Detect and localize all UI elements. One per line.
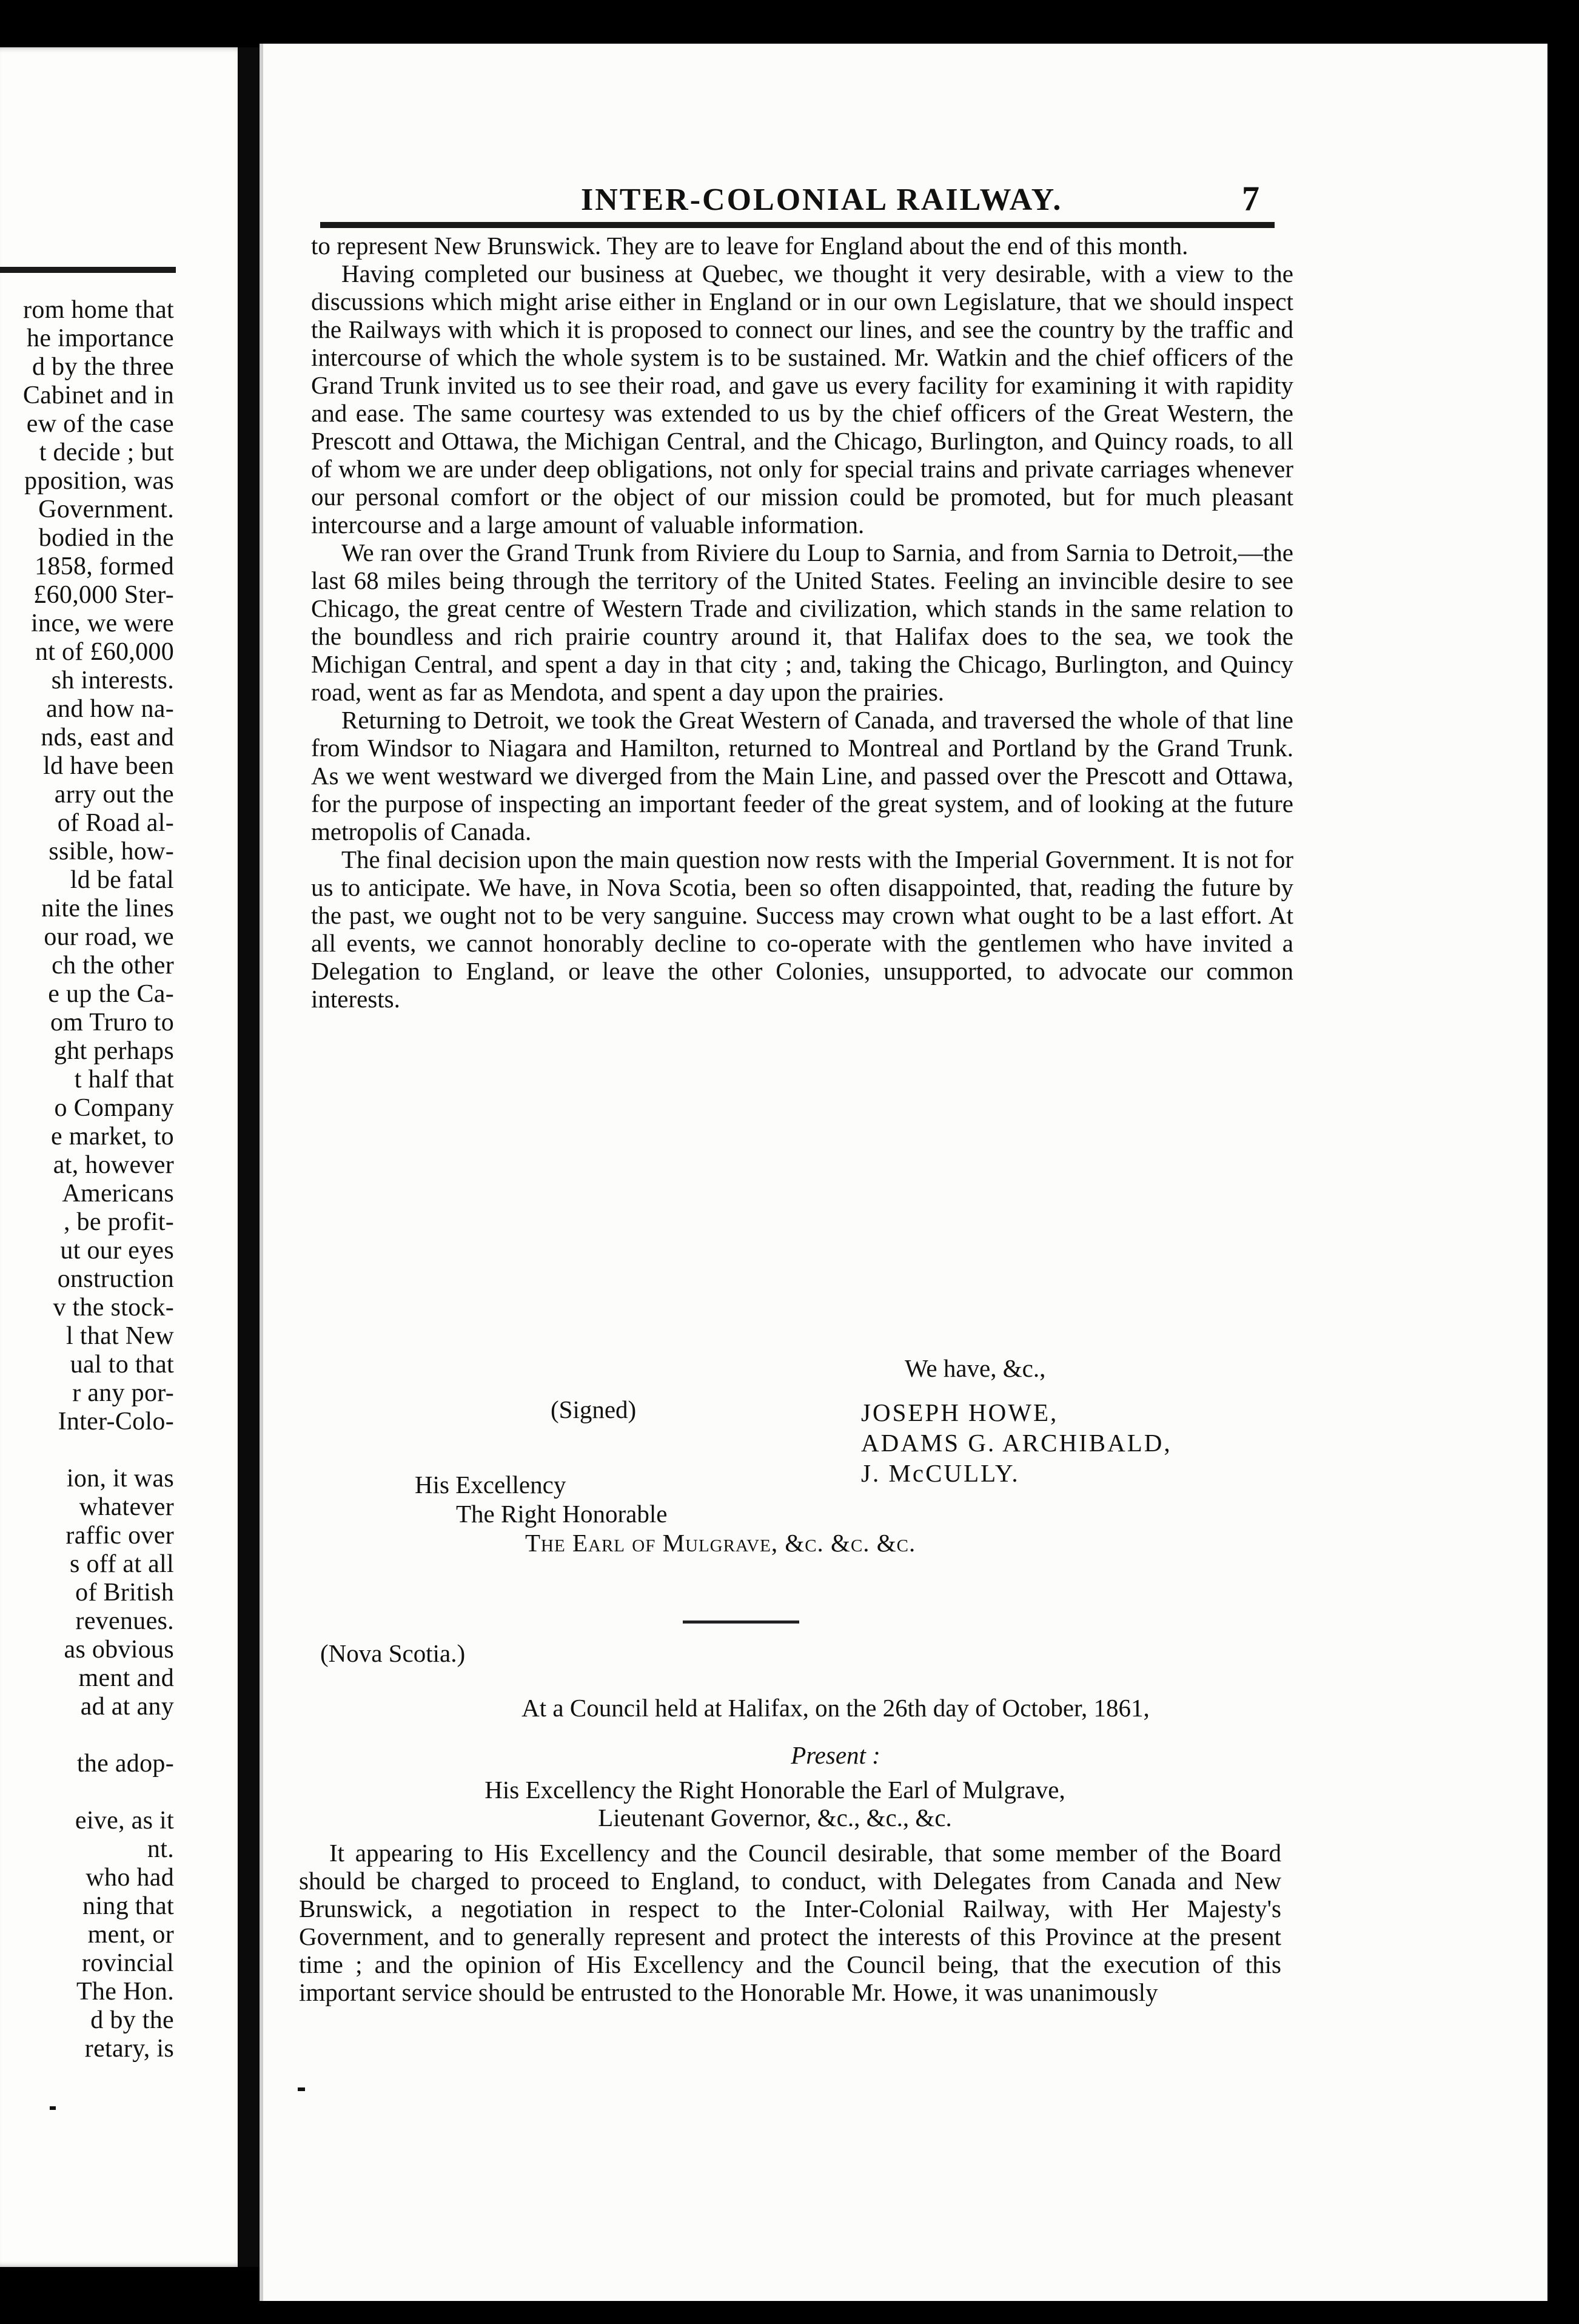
present-line: Lieutenant Governor, &c., &c., &c.	[598, 1804, 952, 1832]
previous-page-line: ment and	[78, 1664, 174, 1692]
present-names	[320, 1776, 1230, 1832]
previous-page-line: who had	[85, 1864, 174, 1892]
previous-page-line: ght perhaps	[53, 1037, 174, 1065]
paragraph: The final decision upon the main question now rests with the Imperial Government. It is not for us to anticipate. We have, in Nova Scotia, been so often disappointed, that, reading the future by the past, we ought not to be very sanguine. Success may crown what ought to be a last effort. At all events, we cannot honorably decline to co-operate with the gentlemen who have invited a Delegation to England, or leave the other Colonies, unsupported, to advocate our common interests.	[311, 845, 1293, 1013]
previous-page-line: ual to that	[70, 1351, 174, 1379]
signatory: JOSEPH HOWE,	[861, 1399, 1059, 1426]
addressee	[415, 1470, 916, 1557]
previous-page-line: t half that	[74, 1066, 174, 1093]
previous-page-line: ch the other	[52, 952, 174, 979]
page-edge	[260, 44, 263, 2301]
previous-page-line: and how na-	[46, 695, 174, 723]
previous-page-line: eive, as it	[75, 1807, 174, 1835]
previous-page-line: o Company	[54, 1094, 174, 1122]
previous-page-line: 1858, formed	[35, 552, 174, 580]
previous-page-line: sh interests.	[51, 667, 174, 694]
previous-page-line: rovincial	[82, 1949, 174, 1977]
previous-page-line	[23, 1721, 174, 1750]
previous-page-line: ld be fatal	[70, 866, 174, 894]
closing: We have, &c.,	[905, 1354, 1046, 1382]
paragraph: to represent New Brunswick. They are to leave for England about the end of this month.	[311, 232, 1188, 260]
page-mark	[298, 2087, 305, 2091]
previous-page-line: s off at all	[70, 1550, 174, 1578]
previous-page-line: ld have been	[43, 752, 174, 780]
previous-page-line: as obvious	[64, 1636, 174, 1664]
paragraph: Having completed our business at Quebec, we thought it very desirable, with a view to the discussions which might arise either in England or in our own Legislature, that we should inspect the Railways with which it is proposed to connect our lines, and see the country by the traffic and intercourse of which the whole system is to be sustained. Mr. Watkin and the chief officers of the Grand Trunk invited us to see their road, and gave us every facility for examining it with rapidity and ease. The same courtesy was extended to us by the chief officers of the Great Western, the Prescott and Ottawa, the Michigan Central, and the Chicago, Burlington, and Quincy roads, to all of whom we are under deep obligations, not only for special trains and private carriages whenever our personal comfort or the object of our mission could be promoted, but for much pleasant intercourse and a large amount of valuable information.	[311, 260, 1293, 539]
previous-page-line: The Hon.	[76, 1978, 174, 2006]
previous-page-line: raffic over	[65, 1522, 174, 1550]
previous-page-line: Cabinet and in	[22, 381, 174, 409]
previous-page-line: ment, or	[87, 1921, 174, 1949]
previous-page-line: nds, east and	[41, 724, 174, 751]
previous-page-text	[23, 296, 174, 2063]
gutter	[238, 47, 260, 2267]
previous-page-line: l that New	[66, 1322, 174, 1350]
previous-page-line: of Road al-	[57, 809, 174, 837]
previous-page-line: nt of £60,000	[35, 638, 174, 666]
previous-page-line: bodied in the	[38, 524, 174, 552]
paragraph: We ran over the Grand Trunk from Riviere du Loup to Sarnia, and from Sarnia to Detroit,—the last 68 miles being through the territory of the United States. Feeling an invincible desire to see Chicago, the great centre of Western Trade and civilization, which stands in the same relation to the boundless and rich prairie country around it, that Halifax does to the sea, we took the Michigan Central, and spent a day in that city ; and, taking the Chicago, Burlington, and Quincy road, went as far as Mendota, and spent a day upon the prairies.	[311, 539, 1293, 706]
previous-page-fragment	[0, 47, 246, 2267]
previous-page-line: e market, to	[50, 1123, 174, 1150]
previous-page-line: d by the	[90, 2006, 174, 2034]
previous-page-line: ion, it was	[66, 1465, 174, 1493]
paragraph: Returning to Detroit, we took the Great Western of Canada, and traversed the whole of that line from Windsor to Niagara and Hamilton, returned to Montreal and Portland by the Grand Trunk. As we went westward we diverged from the Main Line, and passed over the Prescott and Ottawa, for the purpose of inspecting an important feeder of the great system, and of looking at the future metropolis of Canada.	[311, 706, 1293, 845]
paragraph: It appearing to His Excellency and the Council desirable, that some member of the Board should be charged to proceed to England, to conduct, with Delegates from Canada and New Brunswick, a negotiation in respect to the Inter-Colonial Railway, with Her Majesty's Government, and to generally represent and protect the interests of this Province at the present time ; and the opinion of His Excellency and the Council being, that the execution of this important service should be entrusted to the Honorable Mr. Howe, it was unanimously	[299, 1839, 1281, 2006]
running-head: INTER-COLONIAL RAILWAY.	[581, 183, 1063, 217]
previous-page-line	[23, 1778, 174, 1807]
addressee-line: The Right Honorable	[456, 1500, 668, 1528]
previous-page-line: Americans	[62, 1180, 174, 1207]
present-line: His Excellency the Right Honorable the Earl of Mulgrave,	[484, 1776, 1065, 1804]
previous-page-line: ad at any	[80, 1693, 174, 1721]
previous-page-line: retary, is	[84, 2035, 174, 2063]
previous-page-line: our road, we	[44, 923, 174, 951]
previous-page-line: t decide ; but	[39, 438, 174, 466]
previous-page-line: rom home that	[23, 296, 174, 324]
previous-page-line: ssible, how-	[49, 838, 174, 865]
previous-page-line: v the stock-	[53, 1294, 174, 1322]
previous-page-line: onstruction	[57, 1265, 174, 1293]
council-minute	[299, 1839, 1281, 2006]
previous-page-line: pposition, was	[24, 467, 174, 495]
previous-page-line: , be profit-	[63, 1208, 174, 1236]
signatory: ADAMS G. ARCHIBALD,	[861, 1429, 1172, 1457]
addressee-line: The Earl of Mulgrave, &c. &c. &c.	[525, 1529, 916, 1557]
previous-page-line: Inter-Colo-	[58, 1408, 174, 1436]
previous-page-rule	[0, 267, 176, 273]
previous-page-line: of British	[75, 1579, 174, 1607]
previous-page-line: r any por-	[72, 1379, 174, 1407]
province-label: (Nova Scotia.)	[320, 1639, 466, 1667]
header-rule	[320, 222, 1275, 228]
previous-page-line: ew of the case	[26, 410, 174, 438]
previous-page-line: om Truro to	[50, 1009, 174, 1036]
page	[260, 44, 1547, 2301]
previous-page-line: nite the lines	[41, 895, 174, 922]
present-label: Present :	[791, 1741, 880, 1769]
previous-page-mark	[50, 2106, 56, 2110]
signatory: J. McCULLY.	[861, 1459, 1020, 1487]
previous-page-line: ning that	[82, 1892, 174, 1920]
previous-page-line: d by the three	[32, 353, 174, 381]
previous-page-line: he importance	[27, 324, 174, 352]
signed-label: (Signed)	[551, 1395, 637, 1423]
council-heading: At a Council held at Halifax, on the 26th day of October, 1861,	[521, 1694, 1150, 1722]
previous-page-line: £60,000 Ster-	[33, 581, 174, 609]
addressee-line: His Excellency	[415, 1471, 566, 1499]
page-number: 7	[1242, 179, 1259, 218]
previous-page-line: Government.	[38, 495, 174, 523]
previous-page-line: e up the Ca-	[48, 980, 174, 1008]
previous-page-line: ut our eyes	[60, 1237, 174, 1264]
section-separator	[683, 1620, 799, 1624]
previous-page-line: revenues.	[75, 1607, 174, 1635]
previous-page-line: arry out the	[54, 781, 174, 808]
letter-body	[311, 232, 1293, 1013]
previous-page-line: ince, we were	[31, 610, 174, 637]
previous-page-line: at, however	[53, 1151, 174, 1179]
previous-page-line: whatever	[79, 1493, 174, 1521]
previous-page-line	[23, 1436, 174, 1465]
previous-page-line: the adop-	[76, 1750, 174, 1778]
previous-page-line: nt.	[147, 1835, 174, 1863]
